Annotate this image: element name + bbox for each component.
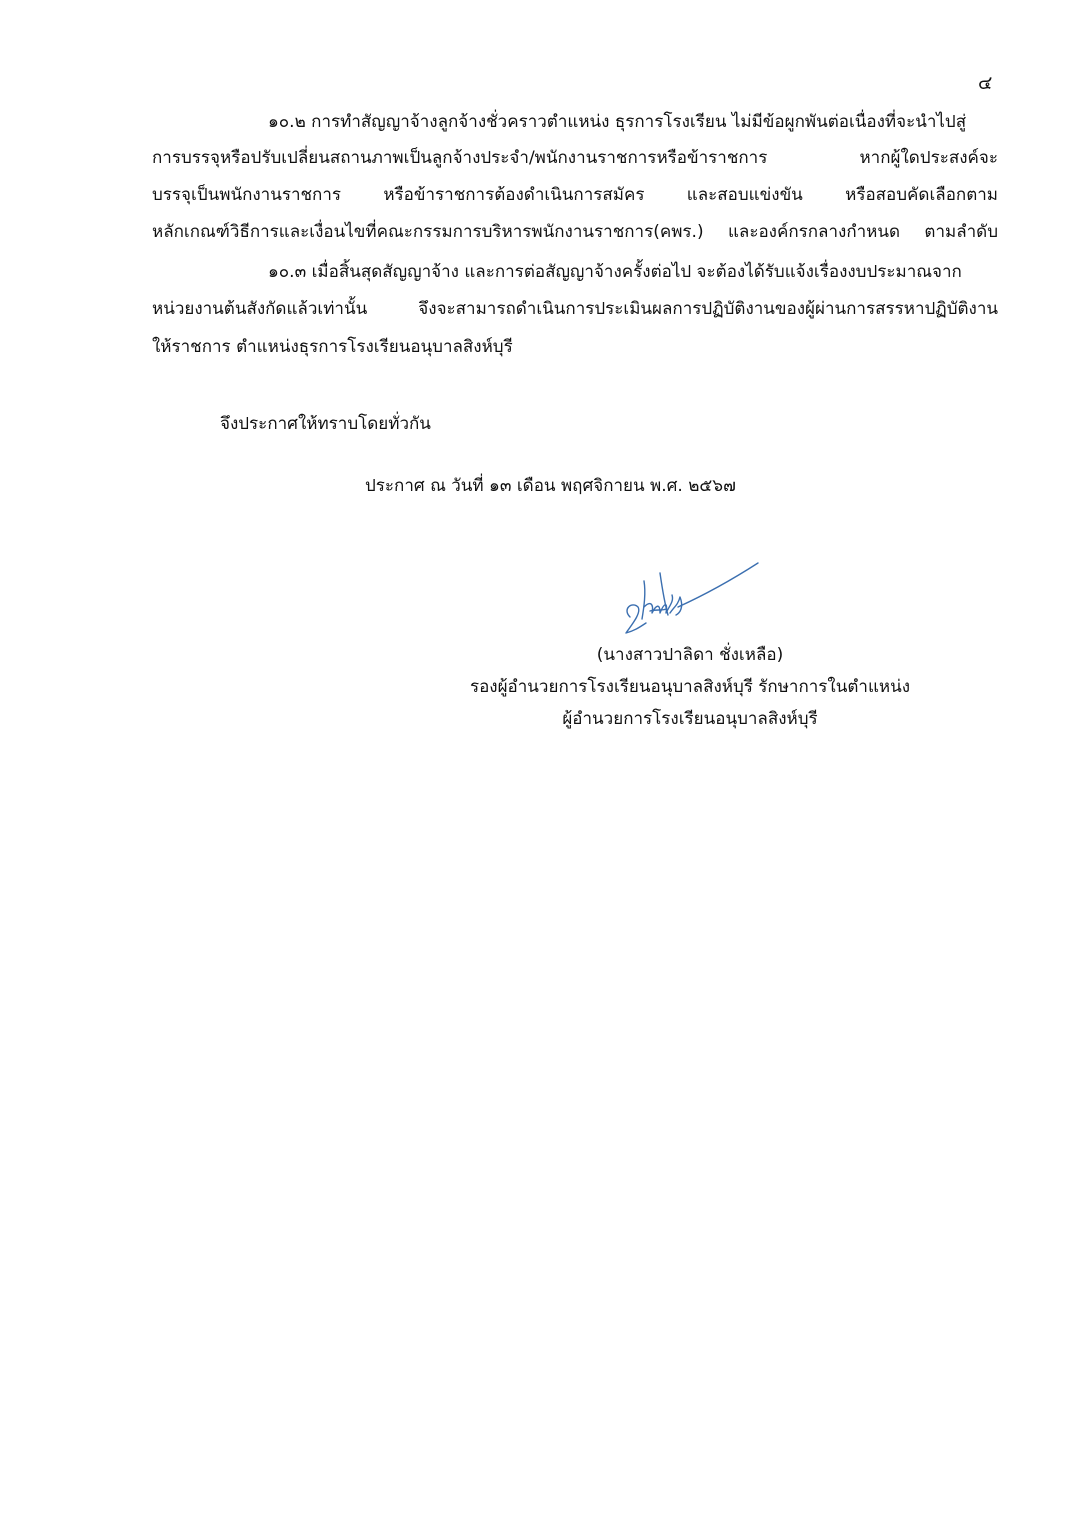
clause-10-2-line-4: หลักเกณฑ์วิธีการและเงื่อนไขที่คณะกรรมการบริหารพนักงานราชการ(คพร.) และองค์กรกลางกำหนด ตามลำดับ (152, 222, 998, 242)
clause-10-2-line-1: ๑๐.๒ การทำสัญญาจ้างลูกจ้างชั่วคราวตำแหน่ง ธุรการโรงเรียน ไม่มีข้อผูกพันต่อเนื่องที่จะนำไปสู่ (268, 112, 967, 132)
clause-10-2-line-2: การบรรจุหรือปรับเปลี่ยนสถานภาพเป็นลูกจ้างประจำ/พนักงานราชการหรือข้าราชการ หากผู้ใดประสงค์จะ (152, 148, 998, 168)
clause-10-3-line-3: ให้ราชการ ตำแหน่งธุรการโรงเรียนอนุบาลสิงห์บุรี (152, 337, 513, 357)
clause-10-3-line-2: หน่วยงานต้นสังกัดแล้วเท่านั้น จึงจะสามารถดำเนินการประเมินผลการปฏิบัติงานของผู้ผ่านการสรรหาปฏิบัติงาน (152, 299, 998, 319)
handwritten-signature (600, 557, 765, 639)
signatory-position: รองผู้อำนวยการโรงเรียนอนุบาลสิงห์บุรี รักษาการในตำแหน่ง (469, 677, 911, 697)
announcement-date: ประกาศ ณ วันที่ ๑๓ เดือน พฤศจิกายน พ.ศ. ๒๕๖๗ (365, 476, 736, 496)
page-number: ๔ (978, 72, 993, 94)
signatory-name: (นางสาวปาลิดา ชั่งเหลือ) (596, 645, 784, 665)
announcement-text: จึงประกาศให้ทราบโดยทั่วกัน (220, 414, 431, 434)
clause-10-2-line-3: บรรจุเป็นพนักงานราชการ หรือข้าราชการต้องดำเนินการสมัคร และสอบแข่งขัน หรือสอบคัดเลือกตาม (152, 185, 998, 205)
signatory-acting-position: ผู้อำนวยการโรงเรียนอนุบาลสิงห์บุรี (562, 709, 818, 729)
signatory-block (455, 641, 925, 737)
clause-10-3-line-1: ๑๐.๓ เมื่อสิ้นสุดสัญญาจ้าง และการต่อสัญญาจ้างครั้งต่อไป จะต้องได้รับแจ้งเรื่องงบประมาณจาก (268, 262, 962, 282)
